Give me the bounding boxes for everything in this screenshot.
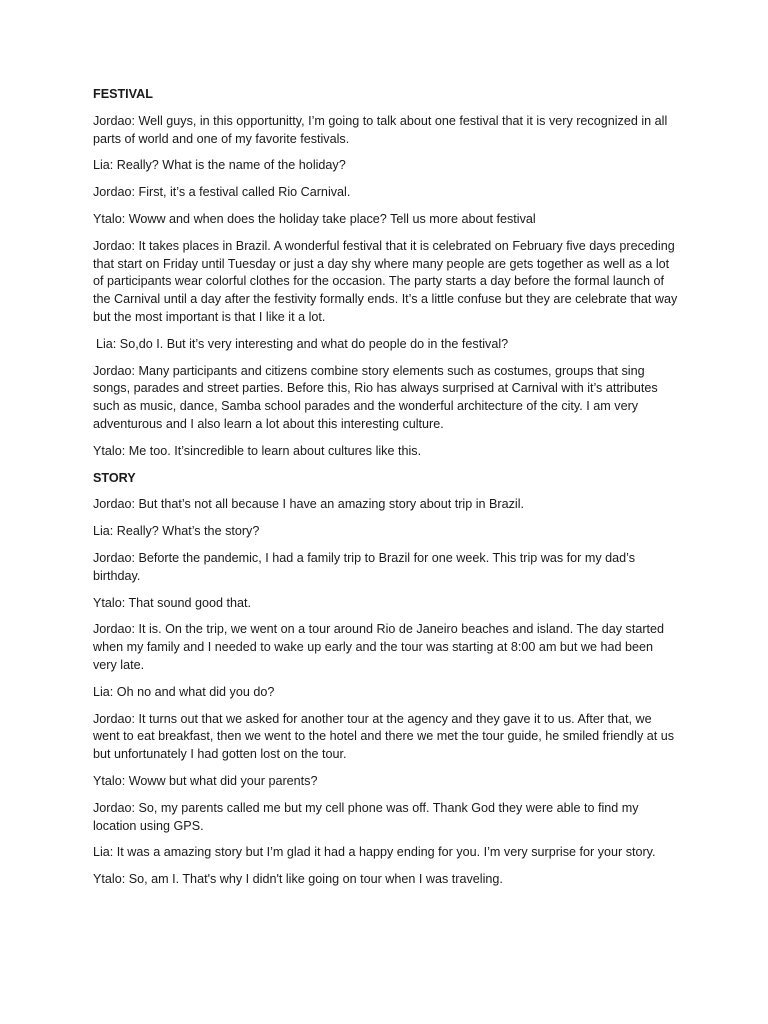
paragraph: Ytalo: Woww but what did your parents? [93,773,318,788]
paragraph: Jordao: Many participants and citizens combine story elements such as costumes, groups that sing songs, parades and street parties. Before this, Rio has always surprised at Carnival with it’s attributes such as music, dance, Samba school parades and the wonderful architecture of the city. I am very adventurous and I also learn a lot about this interesting culture. [93,363,658,431]
paragraph: Jordao: It takes places in Brazil. A wonderful festival that it is celebrated on February five days preceding that start on Friday until Tuesday or just a day shy where many people are gets together as well as a lot of participants wear colorful clothes for the occasion. The party starts a day before the formal launch of the Carnival until a day after the festivity formally ends. It’s a little confuse but they are celebrate that way but the most important is that I like it a lot. [93,238,678,324]
paragraph: Ytalo: So, am I. That's why I didn't like going on tour when I was traveling. [93,872,503,887]
paragraph: Lia: So,do I. But it’s very interesting and what do people do in the festival? [96,336,509,351]
paragraph: Jordao: But that’s not all because I have an amazing story about trip in Brazil. [93,497,524,512]
paragraph: Ytalo: That sound good that. [93,595,252,610]
paragraph: Jordao: It turns out that we asked for another tour at the agency and they gave it to us. After that, we went to eat breakfast, then we went to the hotel and there we met the tour guide, he smiled friendly at us but unfortunately I had gotten lost on the tour. [93,711,675,762]
paragraph: Lia: It was a amazing story but I’m glad it had a happy ending for you. I’m very surprise for your story. [93,845,656,860]
paragraph: Jordao: So, my parents called me but my cell phone was off. Thank God they were able to find my location using GPS. [93,800,639,833]
paragraph: Lia: Really? What’s the story? [93,524,260,539]
paragraph: Jordao: Well guys, in this opportunitty, I’m going to talk about one festival that it is very recognized in all parts of world and one of my favorite festivals. [93,113,668,146]
section-heading-festival: FESTIVAL [93,87,153,101]
section-heading-story: STORY [93,470,136,485]
paragraph: Lia: Really? What is the name of the holiday? [93,158,346,173]
paragraph: Jordao: Beforte the pandemic, I had a family trip to Brazil for one week. This trip was for my dad’s birthday. [93,550,636,583]
paragraph: Lia: Oh no and what did you do? [93,684,275,699]
document-body [93,86,678,898]
paragraph: Ytalo: Woww and when does the holiday take place? Tell us more about festival [93,211,536,226]
paragraph: Ytalo: Me too. It’sincredible to learn about cultures like this. [93,443,422,458]
paragraph: Jordao: First, it’s a festival called Rio Carnival. [93,185,351,200]
paragraph: Jordao: It is. On the trip, we went on a tour around Rio de Janeiro beaches and island. The day started when my family and I needed to wake up early and the tour was starting at 8:00 am but we had been very late. [93,622,665,672]
